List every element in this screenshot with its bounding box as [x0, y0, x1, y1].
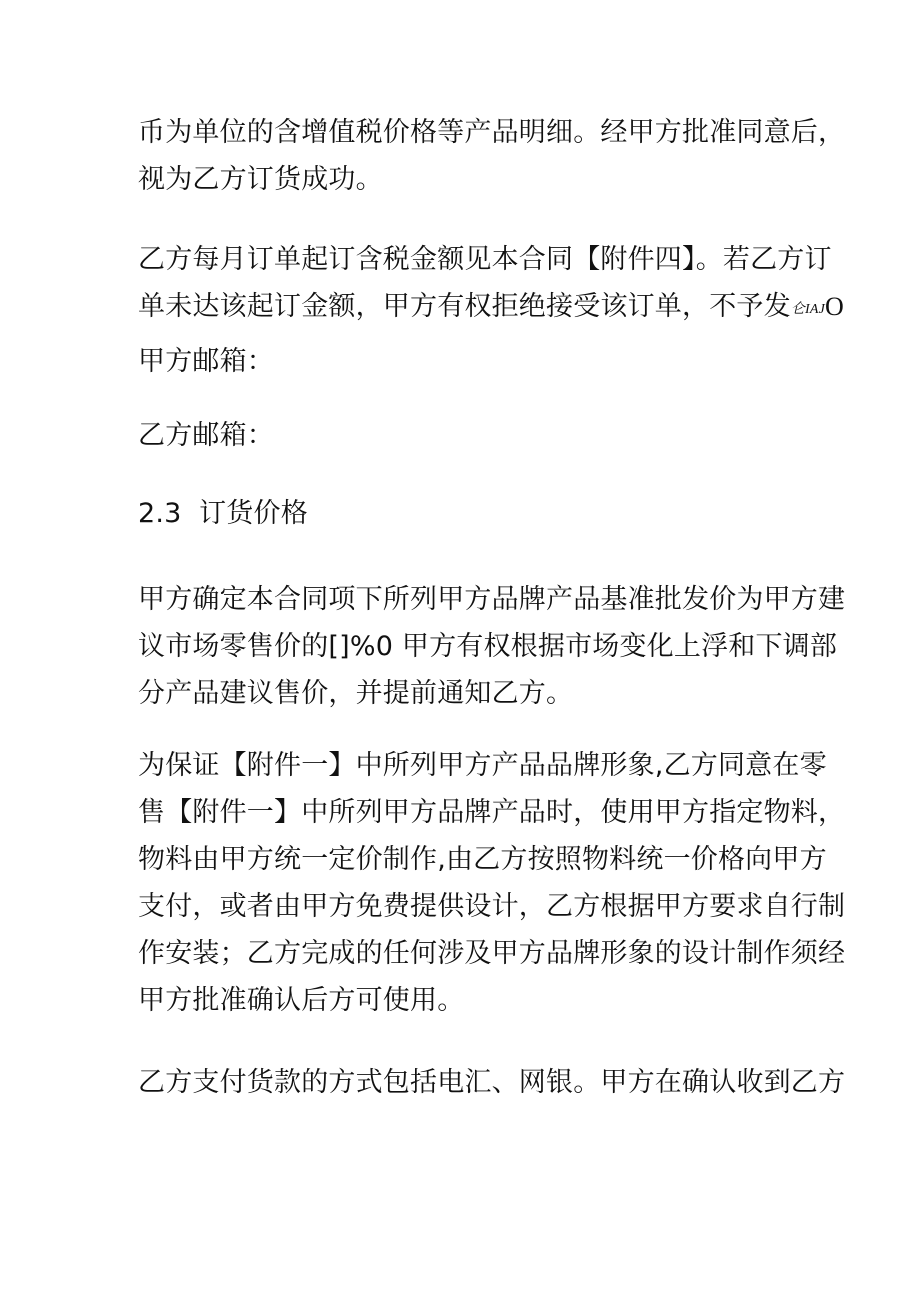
paragraph-brand-materials — [138, 742, 846, 1024]
text-line: 议市场零售价的[]%0 甲方有权根据市场变化上浮和下调部 — [138, 631, 838, 662]
paragraph-order-detail — [138, 109, 846, 203]
paragraph-wholesale-price — [138, 576, 846, 717]
text-segment: 单未达该起订金额，甲方有权拒绝接受该订单，不予发 — [138, 291, 791, 322]
text-line: 支付，或者由甲方免费提供设计，乙方根据甲方要求自行制 — [138, 891, 846, 922]
paragraph-minimum-order — [138, 236, 845, 333]
text-line: 乙方每月订单起订含税金额见本合同【附件四】。若乙方订 — [138, 244, 832, 275]
section-heading-order-price — [138, 490, 788, 537]
paragraph-party-b-email — [138, 412, 788, 459]
paragraph-party-a-email — [138, 338, 788, 385]
text-line: 作安装；乙方完成的任何涉及甲方品牌形象的设计制作须经 — [138, 938, 846, 969]
text-line: 物料由甲方统一定价制作,由乙方按照物料统一价格向甲方 — [138, 844, 827, 875]
garbled-trailing-char: O — [825, 292, 845, 321]
text-line: 乙方邮箱： — [138, 420, 274, 451]
text-line: 甲方邮箱： — [138, 346, 274, 377]
text-line: 甲方批准确认后方可使用。 — [138, 985, 465, 1016]
text-line: 币为单位的含增值税价格等产品明细。经甲方批准同意后， — [138, 117, 846, 148]
text-line: 分产品建议售价，并提前通知乙方。 — [138, 678, 574, 709]
text-line: 视为乙方订货成功。 — [138, 164, 383, 195]
text-line: 2.3 订货价格 — [138, 498, 308, 529]
text-line: 为保证【附件一】中所列甲方产品品牌形象,乙方同意在零 — [138, 750, 827, 781]
garbled-small-text: 仑IAJ — [790, 302, 826, 317]
text-line: 售【附件一】中所列甲方品牌产品时，使用甲方指定物料， — [138, 797, 846, 828]
text-line — [138, 283, 845, 333]
paragraph-payment-method — [138, 1059, 846, 1106]
text-line: 甲方确定本合同项下所列甲方品牌产品基准批发价为甲方建 — [138, 584, 846, 615]
text-line: 乙方支付货款的方式包括电汇、网银。甲方在确认收到乙方 — [138, 1067, 846, 1098]
